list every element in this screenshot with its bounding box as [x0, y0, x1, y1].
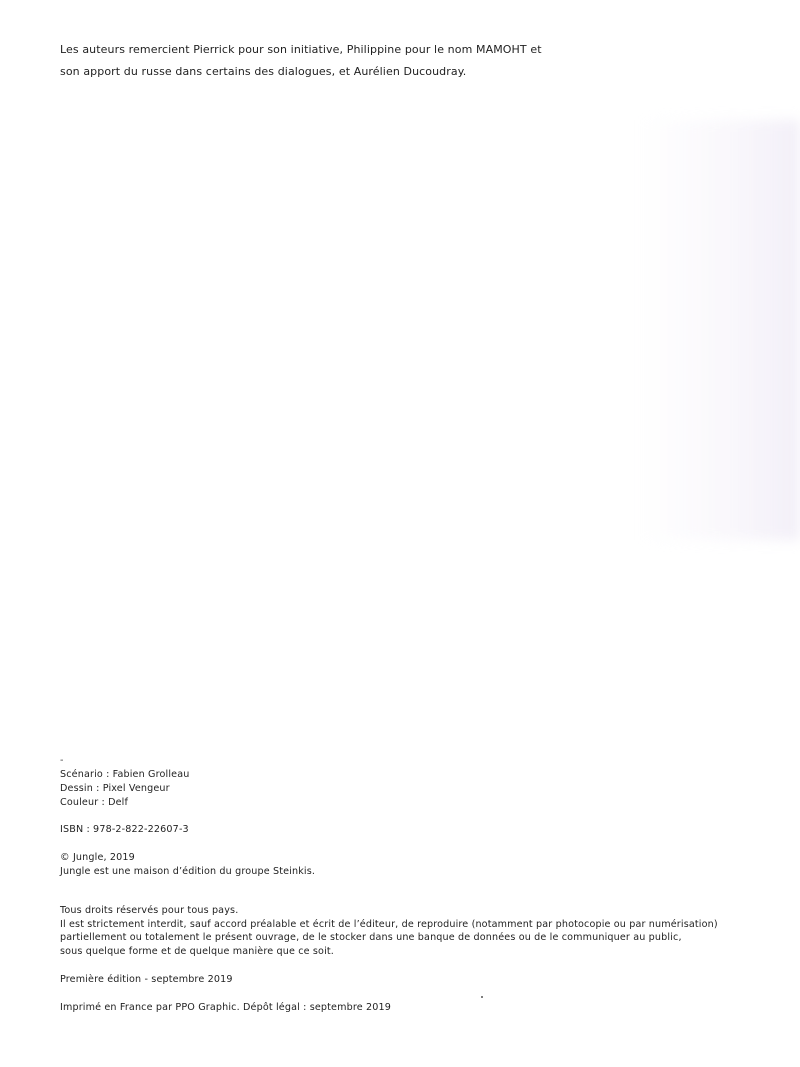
publisher-notice: Jungle est une maison d’édition du groupe Steinkis. — [60, 865, 316, 877]
stray-dot — [481, 996, 483, 998]
rights-line-3: partiellement ou totalement le présent ouvrage, de le stocker dans une banque de données ou de le communiquer au public, — [60, 932, 682, 944]
spacer — [60, 987, 760, 1001]
separator-dash: - — [60, 755, 64, 766]
spacer — [60, 959, 760, 973]
scenario-credit: Scénario : Fabien Grolleau — [60, 769, 190, 780]
spacer — [60, 879, 760, 904]
isbn: ISBN : 978-2-822-22607-3 — [60, 824, 189, 836]
credits-block — [60, 756, 760, 1015]
spacer — [60, 809, 760, 823]
acknowledgements-line-2: son apport du russe dans certains des dialogues, et Aurélien Ducoudray. — [60, 65, 467, 78]
rights-line-4: sous quelque forme et de quelque manière que ce soit. — [60, 946, 334, 958]
copyright-notice: © Jungle, 2019 — [60, 852, 135, 864]
edition-notice: Première édition - septembre 2019 — [60, 973, 233, 985]
printing-notice: Imprimé en France par PPO Graphic. Dépôt légal : septembre 2019 — [60, 1001, 391, 1013]
rights-line-1: Tous droits réservés pour tous pays. — [60, 904, 239, 916]
scan-shading — [640, 120, 800, 540]
spacer — [60, 837, 760, 851]
rights-line-2: Il est strictement interdit, sauf accord préalable et écrit de l’éditeur, de reproduire (notamment par photocopie ou par numérisation) — [60, 918, 718, 930]
acknowledgements — [60, 39, 760, 83]
acknowledgements-line-1: Les auteurs remercient Pierrick pour son initiative, Philippine pour le nom MAMOHT et — [60, 43, 542, 56]
drawing-credit: Dessin : Pixel Vengeur — [60, 782, 170, 794]
color-credit: Couleur : Delf — [60, 796, 129, 808]
